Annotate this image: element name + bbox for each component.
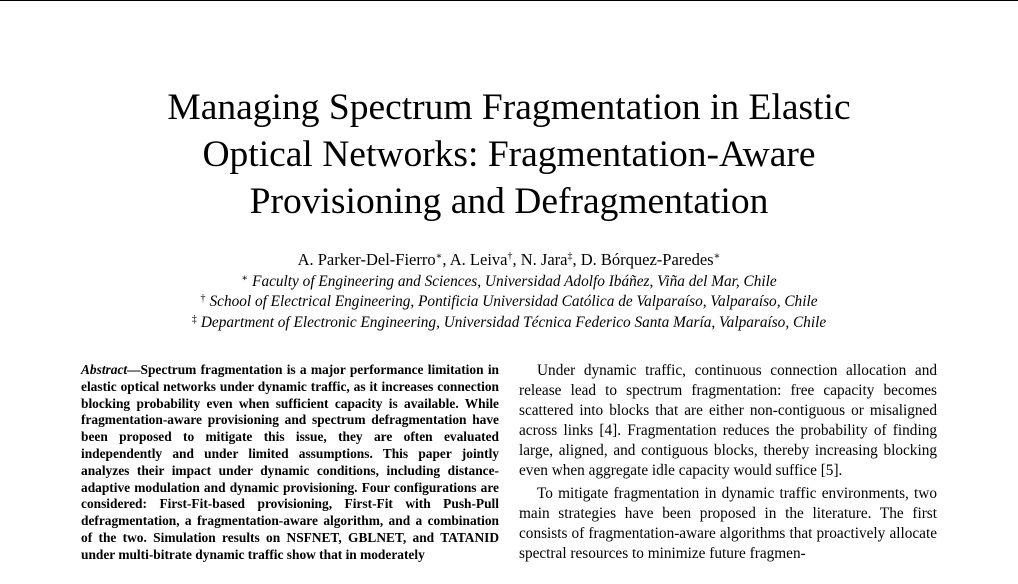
author-name: N. Jara: [520, 250, 568, 269]
affiliation-mark: ‡: [191, 314, 197, 325]
author-mark: ∗: [713, 251, 721, 262]
top-rule: [0, 0, 1018, 1]
abstract-lead: Abstract: [81, 362, 128, 377]
author-separator: ,: [512, 250, 521, 269]
title-line-1: Managing Spectrum Fragmentation in Elastic: [167, 87, 851, 128]
title-line-2: Optical Networks: Fragmentation-Aware: [202, 134, 816, 175]
author-separator: ,: [572, 250, 581, 269]
title-line-3: Provisioning and Defragmentation: [249, 181, 769, 222]
author-mark: †: [507, 251, 513, 262]
affiliation-mark: ∗: [241, 273, 249, 284]
affiliation-3: [0, 310, 1018, 333]
author-separator: ,: [442, 250, 450, 269]
author-name: D. Bórquez-Paredes: [580, 250, 714, 269]
author-name: A. Leiva: [449, 250, 508, 269]
author-list: [0, 246, 1018, 271]
affiliation-2: [0, 289, 1018, 312]
paper-title: [0, 84, 1018, 225]
author-mark: ‡: [567, 251, 573, 262]
introduction-column: [519, 361, 937, 564]
abstract: [81, 362, 499, 564]
affiliation-text: Faculty of Engineering and Sciences, Universidad Adolfo Ibáñez, Viña del Mar, Chile: [252, 273, 777, 290]
affiliation-text: Department of Electronic Engineering, Universidad Técnica Federico Santa María, Valparaíso, Chile: [200, 314, 827, 331]
abstract-body: —Spectrum fragmentation is a major performance limitation in elastic optical networks under dynamic traffic, as it increases connection blocking probability even when sufficient capacity is available. While fragmentation-aware provisioning and spectrum defragmentation have been proposed to mitigate this issue, they are often evaluated independently and under limited assumptions. This paper jointly analyzes their impact under dynamic conditions, including distance-adaptive modulation and dynamic provisioning. Four configurations are considered: First-Fit-based provisioning, First-Fit with Push-Pull defragmentation, a fragmentation-aware algorithm, and a combination of the two. Simulation results on NSFNET, GBLNET, and TATANID under multi-bitrate dynamic traffic show that in moderately: [81, 362, 499, 562]
intro-paragraph-1: Under dynamic traffic, continuous connection allocation and release lead to spectrum fragmentation: free capacity becomes scattered into blocks that are either non-contiguous or misaligned across links [4]. Fragmentation reduces the probability of finding large, aligned, and contiguous blocks, thereby increasing blocking even when aggregate idle capacity would suffice [5].: [519, 362, 937, 479]
affiliation-text: School of Electrical Engineering, Pontificia Universidad Católica de Valparaíso, Valparaíso, Chile: [209, 293, 818, 310]
author-name: A. Parker-Del-Fierro: [297, 250, 436, 269]
intro-paragraph-2: To mitigate fragmentation in dynamic traffic environments, two main strategies have been proposed in the literature. The first consists of fragmentation-aware algorithms that proactively allocate spectral resources to minimize future fragmen-: [519, 485, 937, 562]
author-mark: ∗: [435, 251, 443, 262]
affiliation-mark: †: [200, 293, 206, 304]
